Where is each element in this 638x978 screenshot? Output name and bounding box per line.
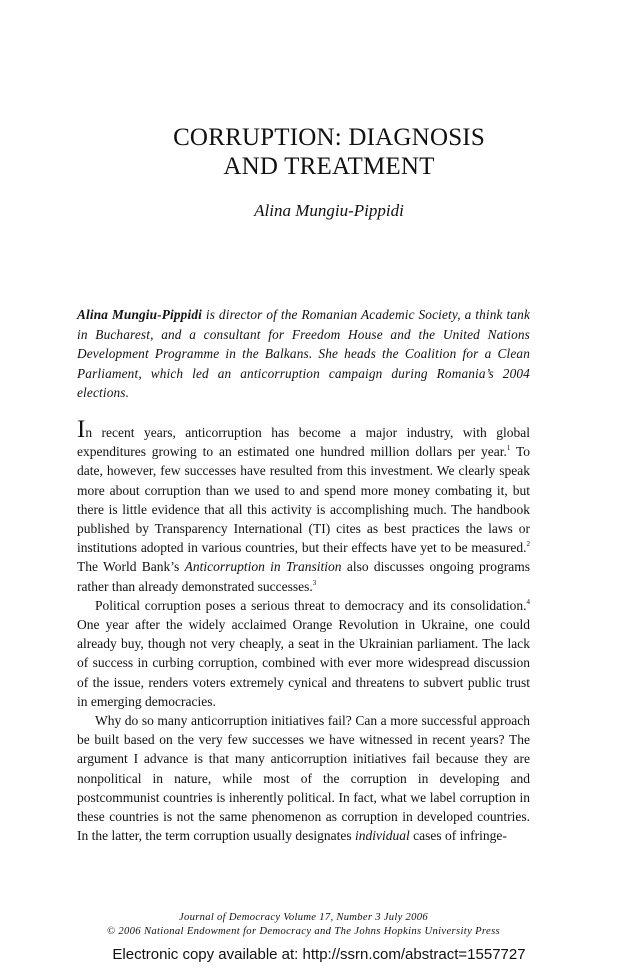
footnote-ref-2: 2 — [526, 540, 530, 549]
title-line-1: CORRUPTION: DIAGNOSIS — [173, 124, 485, 151]
footnote-ref-1: 1 — [506, 444, 511, 453]
paragraph-3 — [77, 711, 530, 845]
p1-text-2: To date, however, few successes have resulted from this investment. We clearly speak more about corruption than we used to and spend more money combating it, but there is little evidence that all this activity is accomplishing much. The handbook published by Transparency International (TI) cites as best practices the laws or institutions adopted in various countries, but their effects have yet to be measured. — [77, 444, 531, 556]
author-name: Alina Mungiu-Pippidi — [254, 201, 404, 220]
book-title: Anticorruption in Transition — [184, 559, 342, 575]
p2-text-1: Political corruption poses a serious threat to democracy and its consolidation. — [95, 597, 527, 613]
footnote-ref-4: 4 — [526, 597, 530, 606]
bio-author-name: Alina Mungiu-Pippidi — [77, 307, 202, 322]
copyright-line: © 2006 National Endowment for Democracy and The Johns Hopkins University Press — [106, 926, 501, 937]
journal-citation: Journal of Democracy Volume 17, Number 3 July 2006 — [179, 912, 428, 923]
footnote-ref-3: 3 — [312, 578, 317, 587]
p2-text-2: One year after the widely acclaimed Orange Revolution in Ukraine, one could already buy, though not very cheaply, a seat in the Ukrainian parliament. The lack of success in curbing corruption, combined with ever more widespread discussion of the issue, renders voters extremely cynical and threatens to subvert public trust in emerging democracies. — [77, 617, 530, 709]
author-bio — [77, 305, 530, 403]
title-line-2: AND TREATMENT — [223, 153, 435, 180]
article-body — [77, 416, 531, 845]
p3-text-2: cases of infringe- — [409, 828, 507, 844]
p1-text-4: also discusses ongoing programs rather than already demonstrated successes. — [77, 559, 531, 594]
p3-text-1: Why do so many anticorruption initiatives fail? Can a more successful approach be built based on the very few successes we have witnessed in recent years? The argument I advance is that many anticorruption initiatives fail because they are nonpolitical in nature, while most of the corruption in developing and postcommunist countries is inherently political. In fact, what we label corruption in these countries is not the same phenomenon as corruption in developed countries. In the latter, the term corruption usually designates — [77, 713, 530, 844]
drop-cap: I — [77, 416, 86, 443]
emphasis-individual: individual — [355, 828, 410, 844]
p1-text-1: n recent years, anticorruption has become a major industry, with global expenditures growing to an estimated one hundred million dollars per year. — [77, 425, 530, 460]
paragraph-1 — [77, 416, 531, 596]
bio-text: is director of the Romanian Academic Society, a think tank in Bucharest, and a consultant for Freedom House and the United Nations Development Programme in the Balkans. She heads the Coalition for a Clean Parliament, which led an anticorruption campaign during Romania’s 2004 elections. — [77, 307, 530, 400]
ssrn-link[interactable]: Electronic copy available at: http://ssrn.com/abstract=1557727 — [112, 946, 526, 963]
paragraph-2 — [77, 596, 530, 711]
article-title — [60, 123, 598, 181]
p1-text-3: The World Bank’s — [77, 559, 185, 575]
